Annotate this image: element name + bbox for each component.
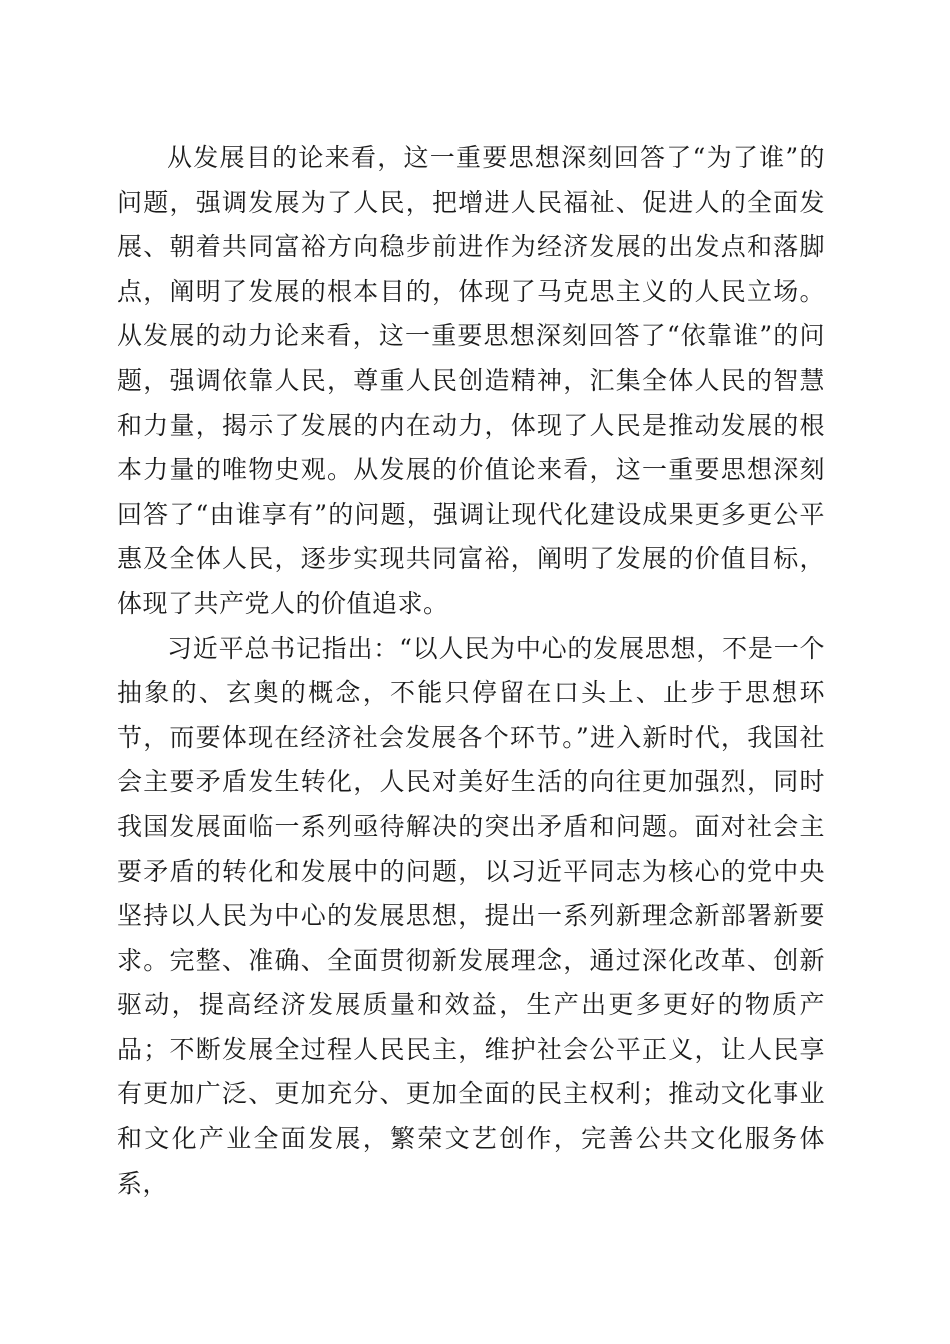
paragraph-development-purpose: 从发展目的论来看，这一重要思想深刻回答了“为了谁”的问题，强调发展为了人民，把增进人民福祉、促进人的全面发展、朝着共同富裕方向稳步前进作为经济发展的出发点和落脚点，阐明了发展的根本目的，体现了马克思主义的人民立场。从发展的动力论来看，这一重要思想深刻回答了“依靠谁”的问题，强调依靠人民，尊重人民创造精神，汇集全体人民的智慧和力量，揭示了发展的内在动力，体现了人民是推动发展的根本力量的唯物史观。从发展的价值论来看，这一重要思想深刻回答了“由谁享有”的问题，强调让现代化建设成果更多更公平惠及全体人民，逐步实现共同富裕，阐明了发展的价值目标，体现了共产党人的价值追求。: [117, 143, 825, 618]
document-body: [117, 136, 825, 1206]
paragraph-xi-quote: 习近平总书记指出：“以人民为中心的发展思想，不是一个抽象的、玄奥的概念，不能只停留在口头上、止步于思想环节，而要体现在经济社会发展各个环节。”进入新时代，我国社会主要矛盾发生转化，人民对美好生活的向往更加强烈，同时我国发展面临一系列亟待解决的突出矛盾和问题。面对社会主要矛盾的转化和发展中的问题，以习近平同志为核心的党中央坚持以人民为中心的发展思想，提出一系列新理念新部署新要求。完整、准确、全面贯彻新发展理念，通过深化改革、创新驱动，提高经济发展质量和效益，生产出更多更好的物质产品；不断发展全过程人民民主，维护社会公平正义，让人民享有更加广泛、更加充分、更加全面的民主权利；推动文化事业和文化产业全面发展，繁荣文艺创作，完善公共文化服务体系，: [117, 633, 825, 1198]
